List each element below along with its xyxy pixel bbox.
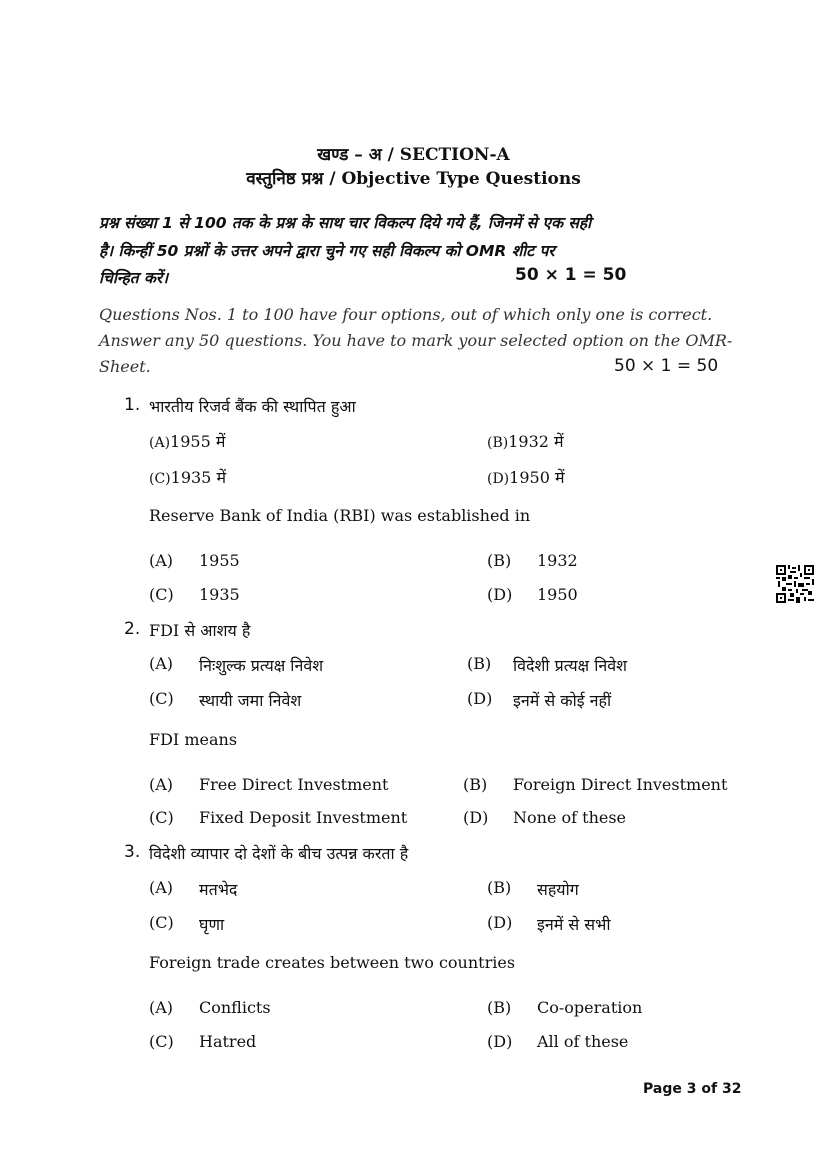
question-1-option-b-text[interactable]: 1932 <box>537 551 578 570</box>
page-total: 32 <box>721 1081 742 1097</box>
question-3-option-b-text[interactable]: Co-operation <box>537 998 643 1017</box>
question-1-option-c-label: (C) <box>149 585 174 604</box>
option-label: (A) <box>149 435 171 451</box>
question-1-option-d-text[interactable]: 1950 <box>537 585 578 604</box>
question-2-hindi-option-b-text[interactable]: विदेशी प्रत्यक्ष निवेश <box>513 656 628 675</box>
option-label: (B) <box>487 435 509 451</box>
option-text: 1935 में <box>170 468 227 487</box>
question-1-option-c-text[interactable]: 1935 <box>199 585 240 604</box>
question-3-option-d-label: (D) <box>487 1032 513 1051</box>
question-3-option-b-label: (B) <box>487 998 512 1017</box>
hindi-marks: 50 × 1 = 50 <box>515 265 627 285</box>
question-2-option-b-label: (B) <box>463 775 488 794</box>
question-2-option-c-label: (C) <box>149 808 174 827</box>
question-2-hindi-option-c-label: (C) <box>149 689 174 708</box>
question-1-option-d-label: (D) <box>487 585 513 604</box>
question-2-option-a-label: (A) <box>149 775 174 794</box>
english-instruction-line-3: Sheet. <box>99 357 151 376</box>
english-marks: 50 × 1 = 50 <box>614 356 719 376</box>
qr-code <box>776 565 814 603</box>
question-3-number: 3. <box>124 842 141 862</box>
question-1-english: Reserve Bank of India (RBI) was established in <box>149 506 531 525</box>
question-1-number: 1. <box>124 395 141 415</box>
question-2-hindi-option-a-label: (A) <box>149 654 174 673</box>
hindi-instruction-line-1: प्रश्न संख्या 1 से 100 तक के प्रश्न के साथ चार विकल्प दिये गये हैं, जिनमें से एक सही <box>99 214 592 232</box>
question-3-option-c-label: (C) <box>149 1032 174 1051</box>
page-current: 3 <box>686 1081 697 1097</box>
option-text: 1950 में <box>509 468 565 487</box>
question-2-option-d-label: (D) <box>463 808 489 827</box>
question-2-hindi-option-b-label: (B) <box>467 654 492 673</box>
question-3-hindi-option-c-text[interactable]: घृणा <box>199 915 225 934</box>
question-2-english: FDI means <box>149 730 238 749</box>
question-3-hindi-option-a-label: (A) <box>149 878 174 897</box>
question-2-hindi-option-a-text[interactable]: निःशुल्क प्रत्यक्ष निवेश <box>199 656 324 675</box>
question-3-option-a-text[interactable]: Conflicts <box>199 998 271 1017</box>
question-3-hindi-option-d-label: (D) <box>487 913 513 932</box>
option-label: (C) <box>149 471 171 487</box>
option-text: 1932 में <box>508 432 564 451</box>
english-instruction-line-2: Answer any 50 questions. You have to mark your selected option on the OMR- <box>99 331 733 350</box>
english-instruction-line-1: Questions Nos. 1 to 100 have four options, out of which only one is correct. <box>99 305 713 324</box>
question-2-number: 2. <box>124 619 141 639</box>
question-2-hindi-option-d-text[interactable]: इनमें से कोई नहीं <box>513 691 612 710</box>
question-3-option-d-text[interactable]: All of these <box>537 1032 629 1051</box>
page-separator: of <box>701 1081 718 1097</box>
question-2-hindi: FDI से आशय है <box>149 621 251 640</box>
option-text: 1955 में <box>170 432 226 451</box>
question-1-hindi-option-b[interactable] <box>487 430 564 452</box>
section-subtitle: वस्तुनिष्ठ प्रश्न / Objective Type Questions <box>246 169 581 189</box>
question-1-option-b-label: (B) <box>487 551 512 570</box>
hindi-instruction-line-2: है। किन्हीं 50 प्रश्नों के उत्तर अपने द्वारा चुने गए सही विकल्प को OMR शीट पर <box>99 242 555 260</box>
question-3-hindi-option-b-text[interactable]: सहयोग <box>537 880 579 899</box>
question-3-option-c-text[interactable]: Hatred <box>199 1032 257 1051</box>
question-3-hindi-option-d-text[interactable]: इनमें से सभी <box>537 915 611 934</box>
question-1-hindi: भारतीय रिजर्व बैंक की स्थापित हुआ <box>149 397 356 416</box>
page-number <box>643 1081 741 1097</box>
question-1-option-a-text[interactable]: 1955 <box>199 551 240 570</box>
question-2-option-c-text[interactable]: Fixed Deposit Investment <box>199 808 408 827</box>
section-title: खण्ड – अ / SECTION-A <box>317 145 510 165</box>
question-3-hindi: विदेशी व्यापार दो देशों के बीच उत्पन्न करता है <box>149 844 409 863</box>
question-2-option-b-text[interactable]: Foreign Direct Investment <box>513 775 728 794</box>
question-3-hindi-option-b-label: (B) <box>487 878 512 897</box>
option-label: (D) <box>487 471 510 487</box>
question-2-option-d-text[interactable]: None of these <box>513 808 627 827</box>
question-3-english: Foreign trade creates between two countries <box>149 953 516 972</box>
question-1-hindi-option-a[interactable] <box>149 430 225 452</box>
question-1-hindi-option-c[interactable] <box>149 466 226 488</box>
question-2-hindi-option-d-label: (D) <box>467 689 493 708</box>
question-3-hindi-option-c-label: (C) <box>149 913 174 932</box>
page-prefix: Page <box>643 1081 682 1097</box>
question-2-hindi-option-c-text[interactable]: स्थायी जमा निवेश <box>199 691 302 710</box>
question-1-option-a-label: (A) <box>149 551 174 570</box>
question-1-hindi-option-d[interactable] <box>487 466 565 488</box>
question-2-option-a-text[interactable]: Free Direct Investment <box>199 775 389 794</box>
question-3-option-a-label: (A) <box>149 998 174 1017</box>
question-3-hindi-option-a-text[interactable]: मतभेद <box>199 880 238 899</box>
hindi-instruction-line-3: चिन्हित करें। <box>99 269 169 287</box>
